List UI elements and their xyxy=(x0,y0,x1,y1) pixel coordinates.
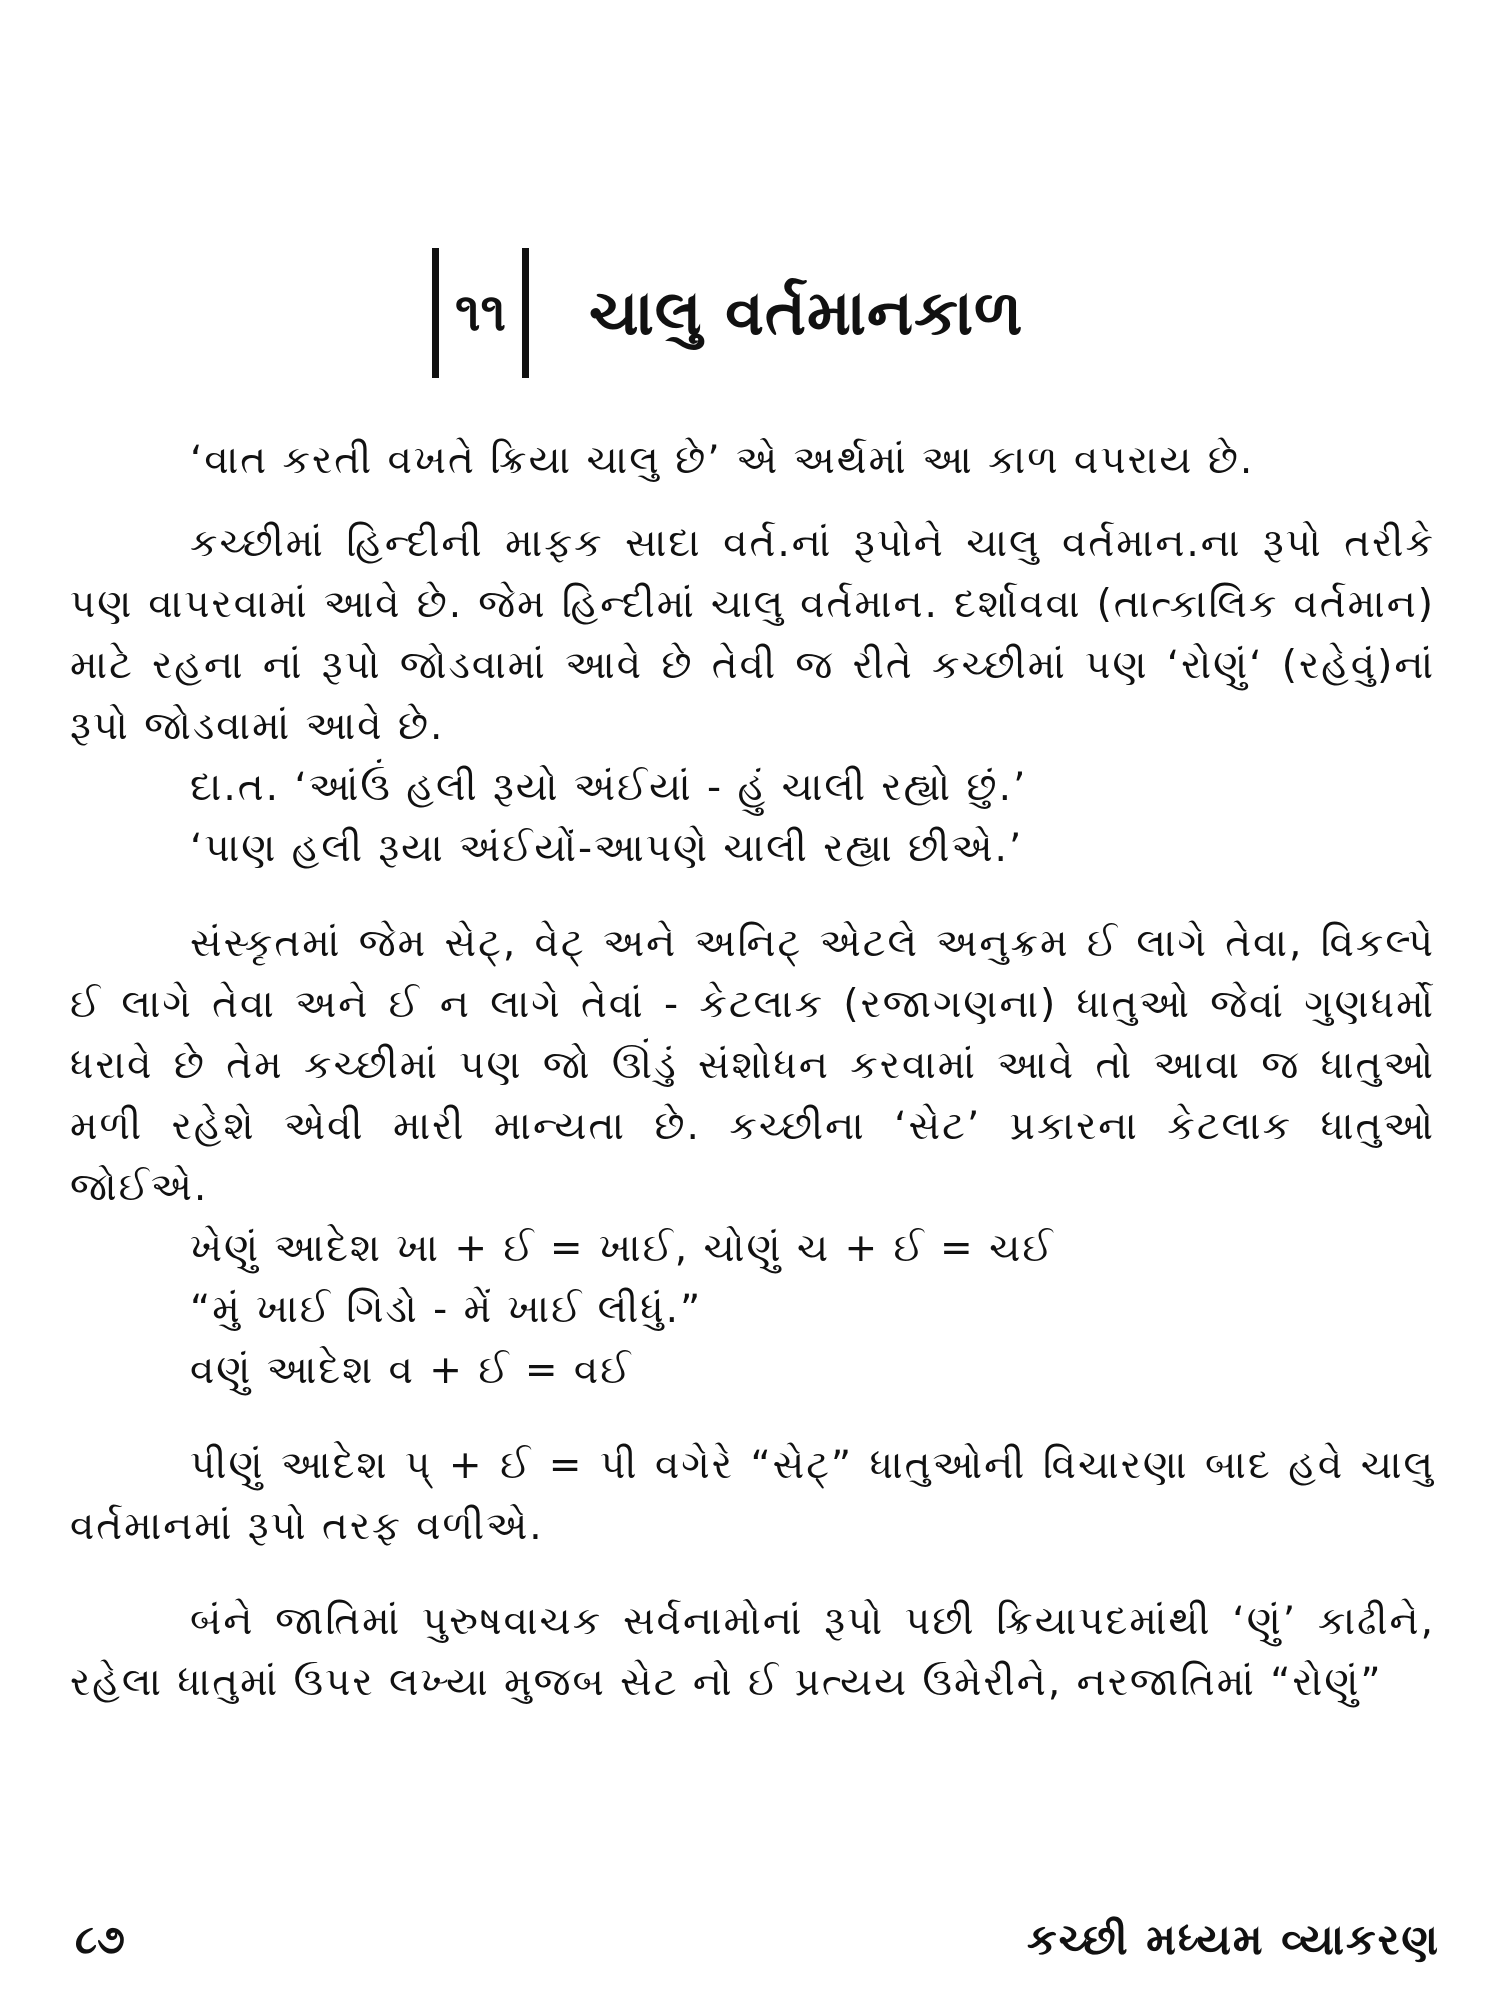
chapter-number-box xyxy=(432,248,529,378)
paragraph-set-roots: સંસ્કૃતમાં જેમ સેટ્, વેટ્ અને અનિટ્ એટલે અનુક્રમ ઈ લાગે તેવા, વિકલ્પે ઈ લાગે તેવા અને ઈ ન લાગે તેવાં - કેટલાક (રજાગણના) ધાતુઓ જેવાં ગુણધર્મો ધરાવે છે તેમ કચ્છીમાં પણ જો ઊંડું સંશોધન કરવામાં આવે તો આવા જ ધાતુઓ મળી રહેશે એવી મારી માન્યતા છે. કચ્છીના ‘સેટ’ પ્રકારના કેટલાક ધાતુઓ જોઈએ. xyxy=(70,921,1435,1210)
chapter-heading xyxy=(432,248,1023,378)
example-line-3: ખેણું આદેશ ખા + ઈ = ખાઈ, ચોણું ચ + ઈ = ચઈ xyxy=(190,1226,1055,1271)
chapter-title: ચાલુ વર્તમાનકાળ xyxy=(588,276,1024,349)
example-line-4: “મું ખાઈ ગિડો - મેં ખાઈ લીધું.” xyxy=(190,1287,703,1332)
example-line-5: વણું આદેશ વ + ઈ = વઈ xyxy=(190,1348,633,1393)
example-line-2: ‘પાણ હલી રૂયા અંઈયોં-આપણે ચાલી રહ્યા છીએ.’ xyxy=(190,826,1024,871)
page-footer xyxy=(75,1915,1440,1965)
paragraph-hindi-comparison: કચ્છીમાં હિન્દીની માફક સાદા વર્ત.નાં રૂપોને ચાલુ વર્તમાન.ના રૂપો તરીકે પણ વાપરવામાં આવે છે. જેમ હિન્દીમાં ચાલુ વર્તમાન. દર્શાવવા (તાત્કાલિક વર્તમાન) માટે રહના નાં રૂપો જોડવામાં આવે છે તેવી જ રીતે કચ્છીમાં પણ ‘રોણું‘ (રહેવું)નાં રૂપો જોડવામાં આવે છે. xyxy=(70,521,1435,749)
paragraph-rule: બંને જાતિમાં પુરુષવાચક સર્વનામોનાં રૂપો પછી ક્રિયાપદમાંથી ‘ણું’ કાઢીને, રહેલા ધાતુમાં ઉપર લખ્યા મુજબ સેટ નો ઈ પ્રત્યય ઉમેરીને, નરજાતિમાં “રોણું” xyxy=(70,1599,1435,1705)
chapter-number: ૧૧ xyxy=(455,282,506,343)
page-number: ૮૭ xyxy=(75,1917,125,1963)
paragraph-definition: ‘વાત કરતી વખતે ક્રિયા ચાલુ છે’ એ અર્થમાં આ કાળ વપરાય છે. xyxy=(190,438,1255,483)
book-title: કચ્છી મધ્યમ વ્યાકરણ xyxy=(1026,1915,1440,1964)
paragraph-transition: પીણું આદેશ પ્ + ઈ = પી વગેરે “સેટ્” ધાતુઓની વિચારણા બાદ હવે ચાલુ વર્તમાનમાં રૂપો તરફ વળીએ. xyxy=(70,1443,1435,1549)
body-text xyxy=(70,430,1435,1713)
example-line-1: દા.ત. ‘આંઉં હલી રૂયો અંઈયાં - હું ચાલી રહ્યો છું.’ xyxy=(190,765,1028,810)
